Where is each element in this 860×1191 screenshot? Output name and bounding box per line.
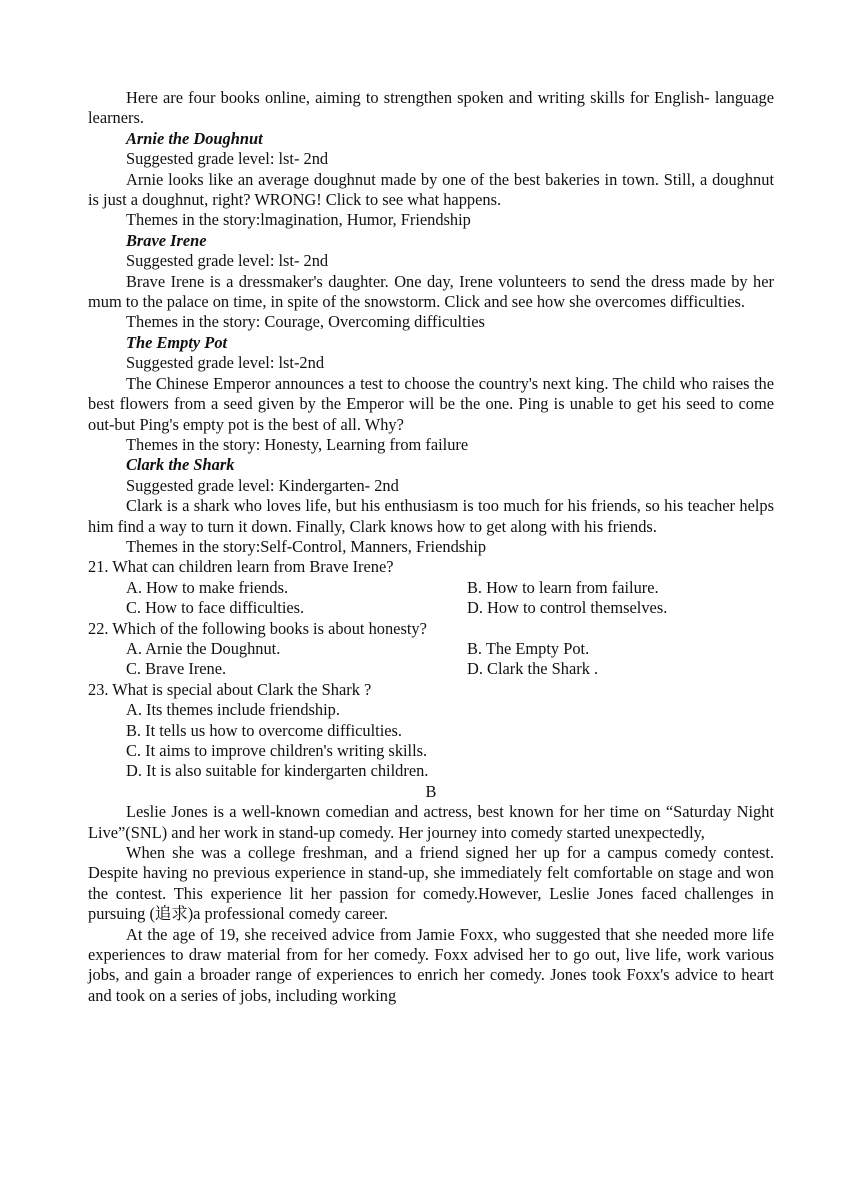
passage-paragraph: At the age of 19, she received advice from Jamie Foxx, who suggested that she needed more life experiences to draw material from for her comedy. Foxx advised her to go out, live life, work various jobs, and gain a broader range of experiences to enrich her comedy. Jones took Foxx's advice to heart and took on a series of jobs, including working (88, 924, 774, 1005)
intro-paragraph: Here are four books online, aiming to strengthen spoken and writing skills for English- language learners. (88, 88, 774, 128)
book-title: Clark the Shark (126, 455, 235, 475)
question-22 (88, 619, 774, 680)
question-21 (88, 557, 774, 618)
book-grade: Suggested grade level: lst- 2nd (126, 251, 329, 271)
option-b: B. The Empty Pot. (467, 638, 590, 658)
section-label: B (425, 781, 437, 801)
book-themes: Themes in the story:lmagination, Humor, Friendship (126, 210, 471, 230)
option-b: B. It tells us how to overcome difficulties. (126, 720, 403, 740)
option-row (88, 578, 774, 598)
book-grade: Suggested grade level: lst-2nd (126, 353, 325, 373)
option-a: A. Its themes include friendship. (126, 700, 340, 720)
option-d: D. How to control themselves. (467, 598, 668, 618)
option-a: A. Arnie the Doughnut. (126, 638, 281, 658)
option-a: A. How to make friends. (126, 577, 289, 597)
book-empty-pot (88, 333, 774, 455)
question-23 (88, 680, 774, 782)
book-title: The Empty Pot (126, 332, 228, 352)
book-description: Clark is a shark who loves life, but his enthusiasm is too much for his friends, so his teacher helps him find a way to turn it down. Finally, Clark knows how to get along with his friends. (88, 496, 774, 536)
book-grade: Suggested grade level: Kindergarten- 2nd (126, 475, 399, 495)
book-description: Arnie looks like an average doughnut made by one of the best bakeries in town. Still, a doughnut is just a doughnut, right? WRONG! Click to see what happens. (88, 169, 774, 210)
book-title: Arnie the Doughnut (126, 128, 263, 148)
book-themes: Themes in the story:Self-Control, Manners, Friendship (126, 536, 487, 556)
option-row (88, 598, 774, 618)
question-stem: 22. Which of the following books is about honesty? (88, 618, 427, 638)
passage-paragraph: When she was a college freshman, and a friend signed her up for a campus comedy contest. Despite having no previous experience in stand-up, she immediately felt comfortable on stage and won the contest. This experience lit her passion for comedy.However, Leslie Jones faced challenges in pursuing (追求)a professional comedy career. (88, 843, 774, 924)
question-stem: 23. What is special about Clark the Shark ? (88, 679, 372, 699)
option-c: C. Brave Irene. (126, 659, 227, 679)
book-brave-irene (88, 231, 774, 333)
option-c: C. How to face difficulties. (126, 598, 305, 618)
book-description: The Chinese Emperor announces a test to choose the country's next king. The child who raises the best flowers from a seed given by the Emperor will be the one. Ping is unable to get his seed to come out-but Ping's empty pot is the best of all. Why? (88, 373, 774, 434)
book-arnie (88, 129, 774, 231)
book-themes: Themes in the story: Courage, Overcoming difficulties (126, 312, 485, 332)
book-description: Brave Irene is a dressmaker's daughter. One day, Irene volunteers to send the dress made by her mum to the palace on time, in spite of the snowstorm. Click and see how she overcomes difficulties. (88, 271, 774, 312)
option-d: D. Clark the Shark . (467, 659, 599, 679)
book-themes: Themes in the story: Honesty, Learning from failure (126, 434, 469, 454)
book-grade: Suggested grade level: lst- 2nd (126, 149, 329, 169)
book-title: Brave Irene (126, 230, 207, 250)
passage-paragraph: Leslie Jones is a well-known comedian and actress, best known for her time on “Saturday Night Live”(SNL) and her work in stand-up comedy. Her journey into comedy started unexpectedly, (88, 802, 774, 842)
option-row (88, 639, 774, 659)
document-page (88, 88, 774, 1006)
option-b: B. How to learn from failure. (467, 577, 659, 597)
option-d: D. It is also suitable for kindergarten children. (126, 761, 429, 781)
option-row (88, 659, 774, 679)
question-stem: 21. What can children learn from Brave Irene? (88, 557, 394, 577)
book-clark-shark (88, 455, 774, 557)
option-c: C. It aims to improve children's writing skills. (126, 741, 428, 760)
